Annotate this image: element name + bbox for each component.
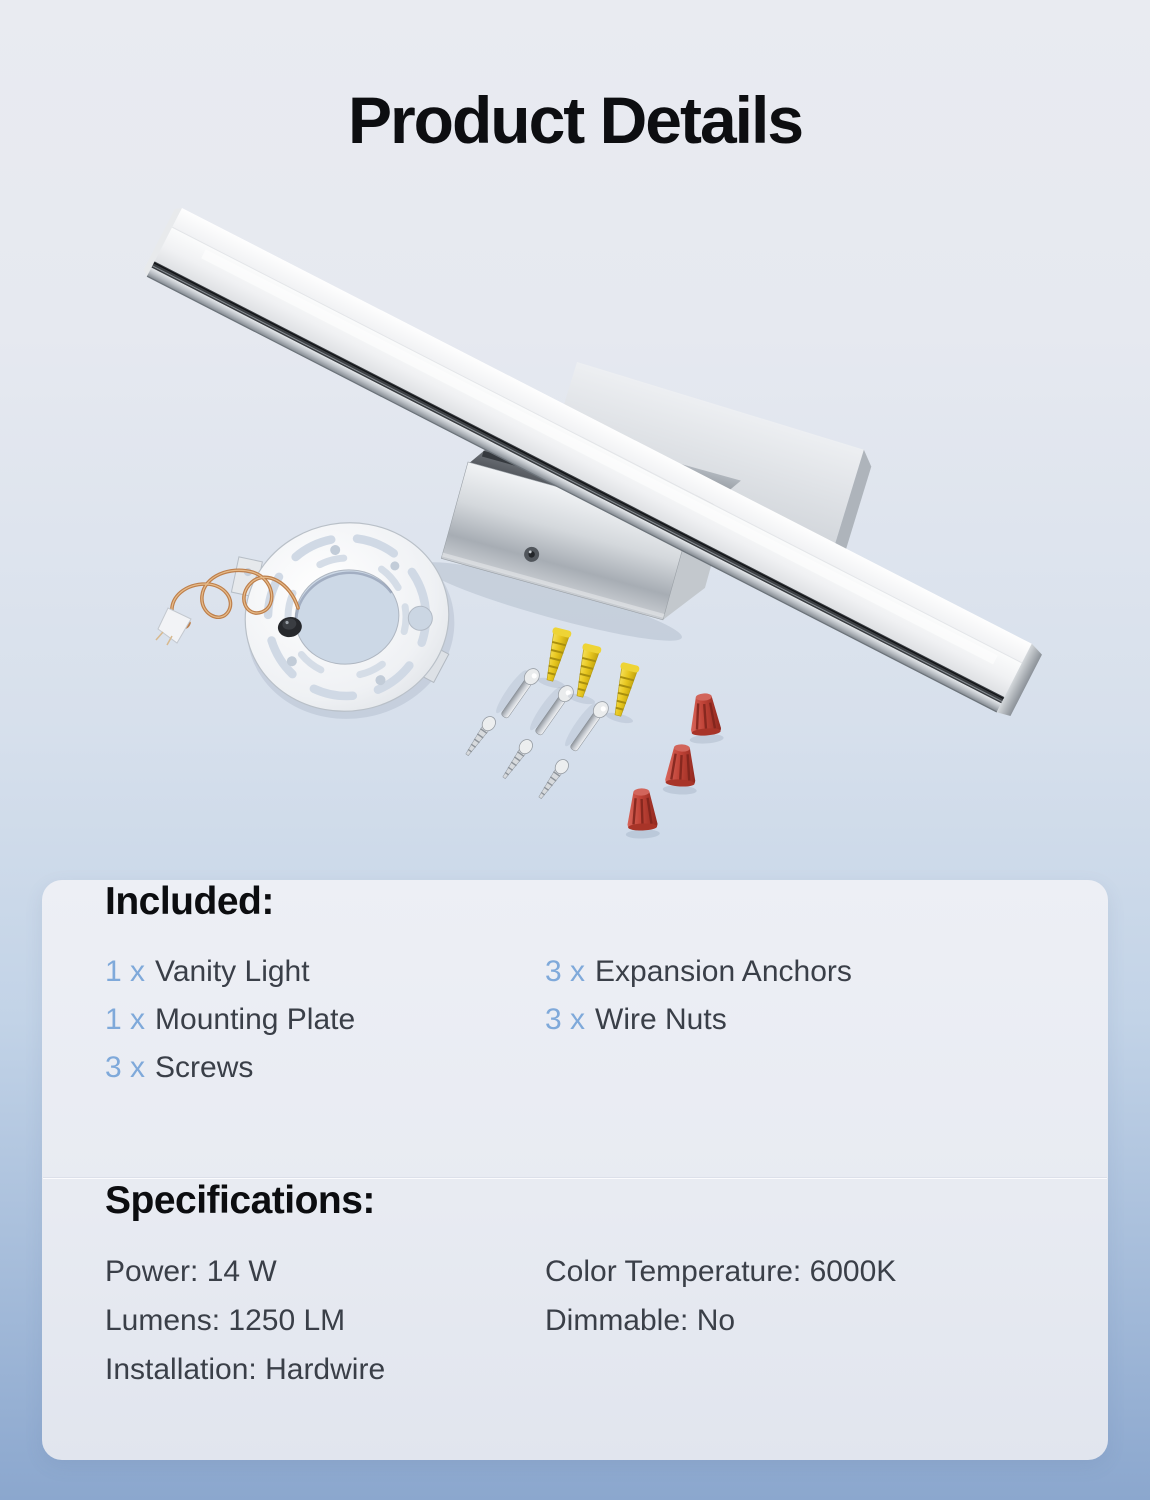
included-section	[42, 880, 1108, 1177]
page-title: Product Details	[347, 83, 803, 157]
included-item	[545, 948, 1050, 996]
included-item	[105, 948, 545, 996]
product-photo-illustration	[0, 180, 1150, 880]
item-label: Expansion Anchors	[595, 955, 852, 988]
specification-item: Installation: Hardwire	[105, 1352, 386, 1386]
mounting-plate	[223, 506, 469, 736]
included-item	[105, 1044, 545, 1092]
item-label: Vanity Light	[155, 955, 310, 988]
item-label: Wire Nuts	[595, 1003, 727, 1036]
info-panel	[42, 880, 1108, 1460]
included-list-column1	[105, 948, 545, 1092]
item-label: Screws	[155, 1051, 254, 1084]
specification-item: Power: 14 W	[105, 1254, 277, 1288]
wire-connector	[158, 608, 191, 643]
specification-item: Color Temperature: 6000K	[545, 1254, 897, 1288]
item-quantity: 3 x	[545, 1003, 586, 1036]
specifications-heading: Specifications:	[105, 1179, 375, 1222]
specifications-list-column2	[545, 1247, 1050, 1394]
specification-item: Dimmable: No	[545, 1303, 736, 1337]
included-item	[545, 996, 1050, 1044]
item-quantity: 1 x	[105, 1003, 146, 1036]
item-quantity: 3 x	[105, 1051, 146, 1084]
specifications-list-column1	[105, 1247, 545, 1394]
specification-item: Lumens: 1250 LM	[105, 1303, 346, 1337]
included-item	[105, 996, 545, 1044]
item-quantity: 1 x	[105, 955, 146, 988]
item-quantity: 3 x	[545, 955, 586, 988]
product-photo	[0, 180, 1150, 880]
tapping-screws	[462, 714, 571, 801]
included-heading: Included:	[105, 880, 274, 923]
wire-nuts	[624, 692, 724, 839]
specifications-columns	[105, 1247, 1050, 1394]
item-label: Mounting Plate	[155, 1003, 356, 1036]
specifications-section	[42, 1179, 1108, 1394]
included-list-column2	[545, 948, 1050, 1092]
included-columns	[105, 948, 1050, 1092]
